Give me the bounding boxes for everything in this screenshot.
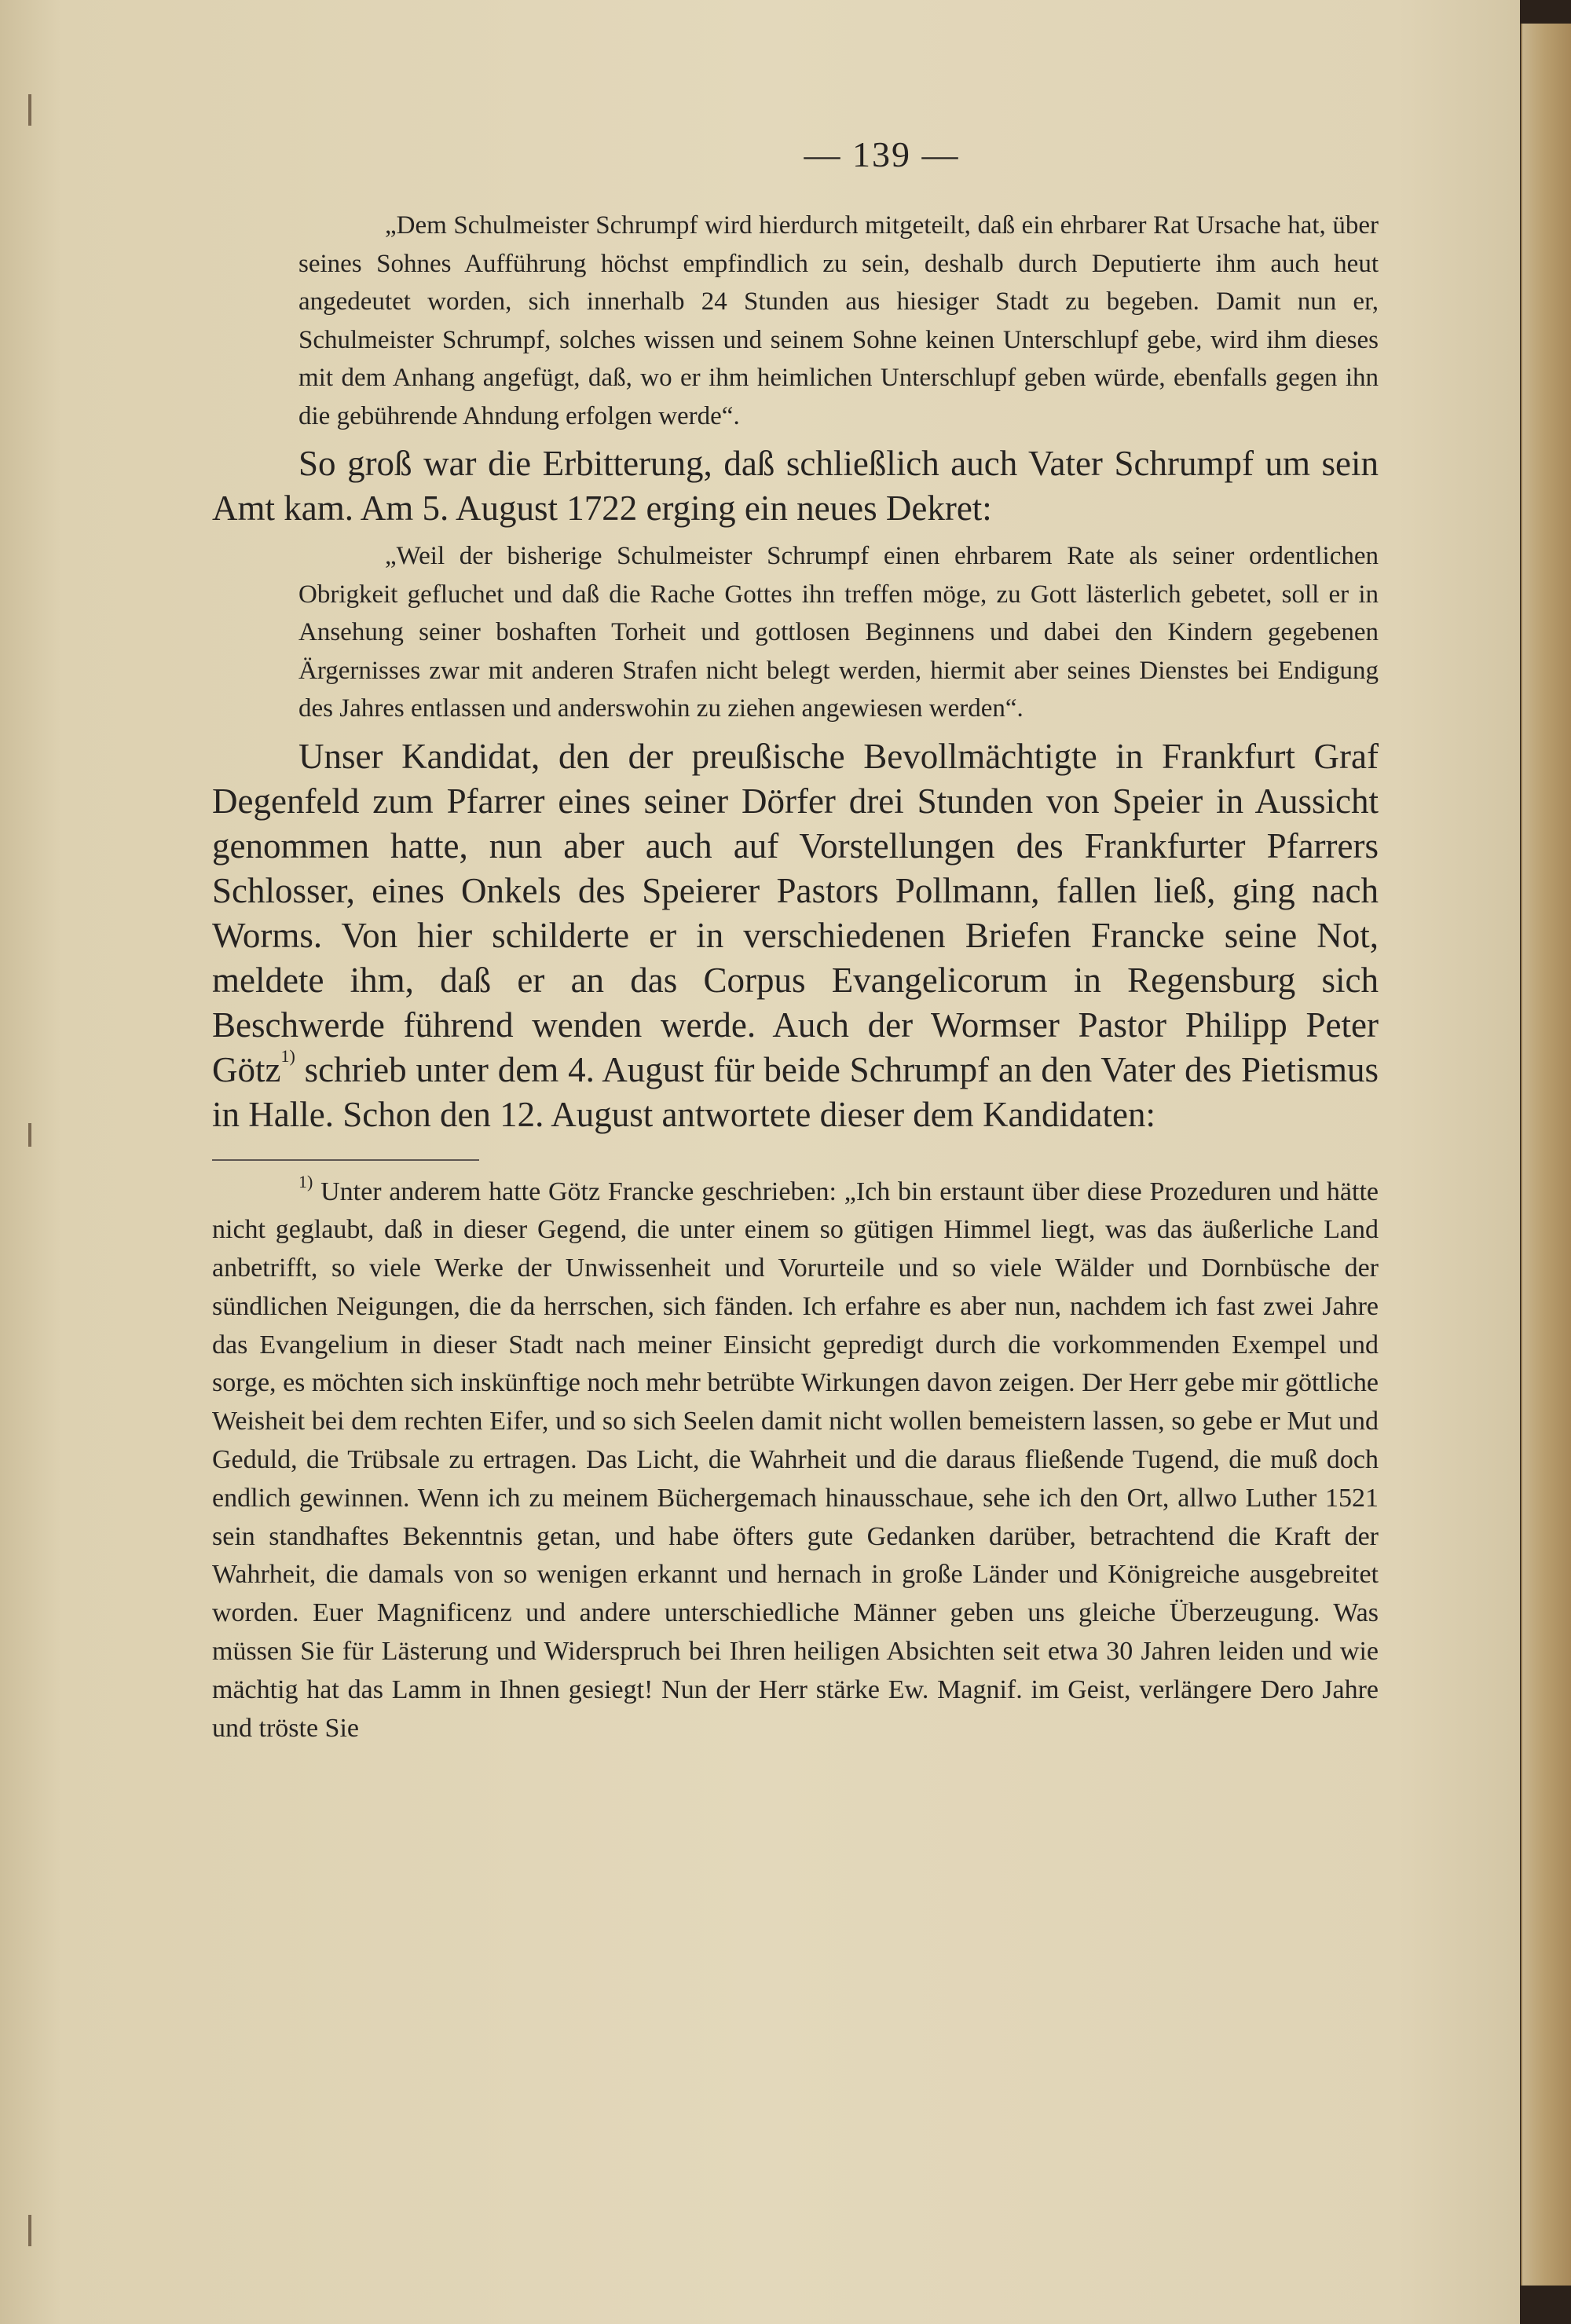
gutter-mark-middle: [28, 1123, 31, 1147]
page-number: — 139 —: [804, 134, 960, 174]
gutter-mark-top: [28, 94, 31, 126]
gutter-mark-bottom: [28, 2215, 31, 2246]
footnote-reference: 1): [280, 1045, 295, 1066]
page-stack-edge: [1521, 24, 1571, 2286]
footnote-marker: 1): [298, 1171, 313, 1191]
footnote-divider: [212, 1159, 479, 1161]
footnote: [212, 1173, 1379, 1748]
decree-quote: „Weil der bisherige Schulmeister Schrumpf einen ehrbarem Rate als seiner ordentlichen Obrigkeit gefluchet und daß die Rache Gottes ihn treffen möge, zu Gott lästerlich gebetet, soll er in Ansehung seiner boshaften Torheit und gottlosen Beginnens und dabei den Kindern gegebenen Ärgernisses zwar mit anderen Strafen nicht belegt werden, hiermit aber seines Dienstes bei Endigung des Jahres entlassen und anderswohin zu ziehen angewiesen werden“.: [298, 542, 1379, 723]
body-paragraph-1: So groß war die Erbitterung, daß schließlich auch Vater Schrumpf um sein Amt kam. Am 5. August 1722 erging ein neues Dekret:: [212, 444, 1379, 528]
page-text: [212, 134, 1379, 1748]
body-paragraph-2: [212, 734, 1379, 1137]
council-notice-quote: „Dem Schulmeister Schrumpf wird hierdurch mitgeteilt, daß ein ehrbarer Rat Ursache hat, über seines Sohnes Aufführung höchst empfindlich zu sein, deshalb durch Deputierte ihm auch heut angedeutet worden, sich innerhalb 24 Stunden aus hiesiger Stadt zu begeben. Damit nun er, Schulmeister Schrumpf, solches wissen und seinem Sohne keinen Unterschlupf gebe, wird ihm dieses mit dem Anhang angefügt, daß, wo er ihm heimlichen Unterschlupf geben würde, ebenfalls gegen ihn die gebührende Ahndung erfolgen werde“.: [298, 211, 1379, 430]
paragraph-2-text-start: Unser Kandidat, den der preußische Bevollmächtigte in Frankfurt Graf Degenfeld zum Pfarrer eines seiner Dörfer drei Stunden von Speier in Aussicht genommen hatte, nun aber auch auf Vorstellungen des Frankfurter Pfarrers Schlosser, eines Onkels des Speierer Pastors Pollmann, fallen ließ, ging nach Worms. Von hier schilderte er in verschiedenen Briefen Francke seine Not, meldete ihm, daß er an das Corpus Evangelicorum in Regensburg sich Beschwerde führend wenden werde. Auch der Wormser Pastor Philipp Peter Götz: [212, 736, 1379, 1089]
paragraph-2-text-end: schrieb unter dem 4. August für beide Schrumpf an den Vater des Pietismus in Halle. Schon den 12. August antwortete dieser dem Kandidaten:: [212, 1049, 1379, 1134]
footnote-text: Unter anderem hatte Götz Francke geschrieben: „Ich bin erstaunt über diese Prozeduren und hätte nicht geglaubt, daß in dieser Gegend, die unter einem so gütigen Himmel liegt, was das äußerliche Land anbetrifft, so viele Werke der Unwissenheit und Vorurteile und so viele Wälder und Dornbüsche der sündlichen Neigungen, die da herrschen, sich fänden. Ich erfahre es aber nun, nachdem ich fast zwei Jahre das Evangelium in dieser Stadt nach meiner Einsicht gepredigt durch die vorkommenden Exempel und sorge, es möchten sich inskünftige noch mehr betrübte Wirkungen davon zeigen. Der Herr gebe mir göttliche Weisheit bei dem rechten Eifer, und so sich Seelen damit nicht wollen bemeistern lassen, so gebe er Mut und Geduld, die Trübsale zu ertragen. Das Licht, die Wahrheit und die daraus fließende Tugend, die muß doch endlich gewinnen. Wenn ich zu meinem Büchergemach hinausschaue, sehe ich den Ort, allwo Luther 1521 sein standhaftes Bekenntnis getan, und habe öfters gute Gedanken darüber, betrachtend die Kraft der Wahrheit, die damals von so wenigen erkannt und hernach in große Länder und Königreiche ausgebreitet worden. Euer Magnificenz und andere unterschiedliche Männer geben uns gleiche Überzeugung. Was müssen Sie für Lästerung und Widerspruch bei Ihren heiligen Absichten seit etwa 30 Jahren leiden und wie mächtig hat das Lamm in Ihnen gesiegt! Nun der Herr stärke Ew. Magnif. im Geist, verlängere Dero Jahre und tröste Sie: [212, 1177, 1379, 1743]
